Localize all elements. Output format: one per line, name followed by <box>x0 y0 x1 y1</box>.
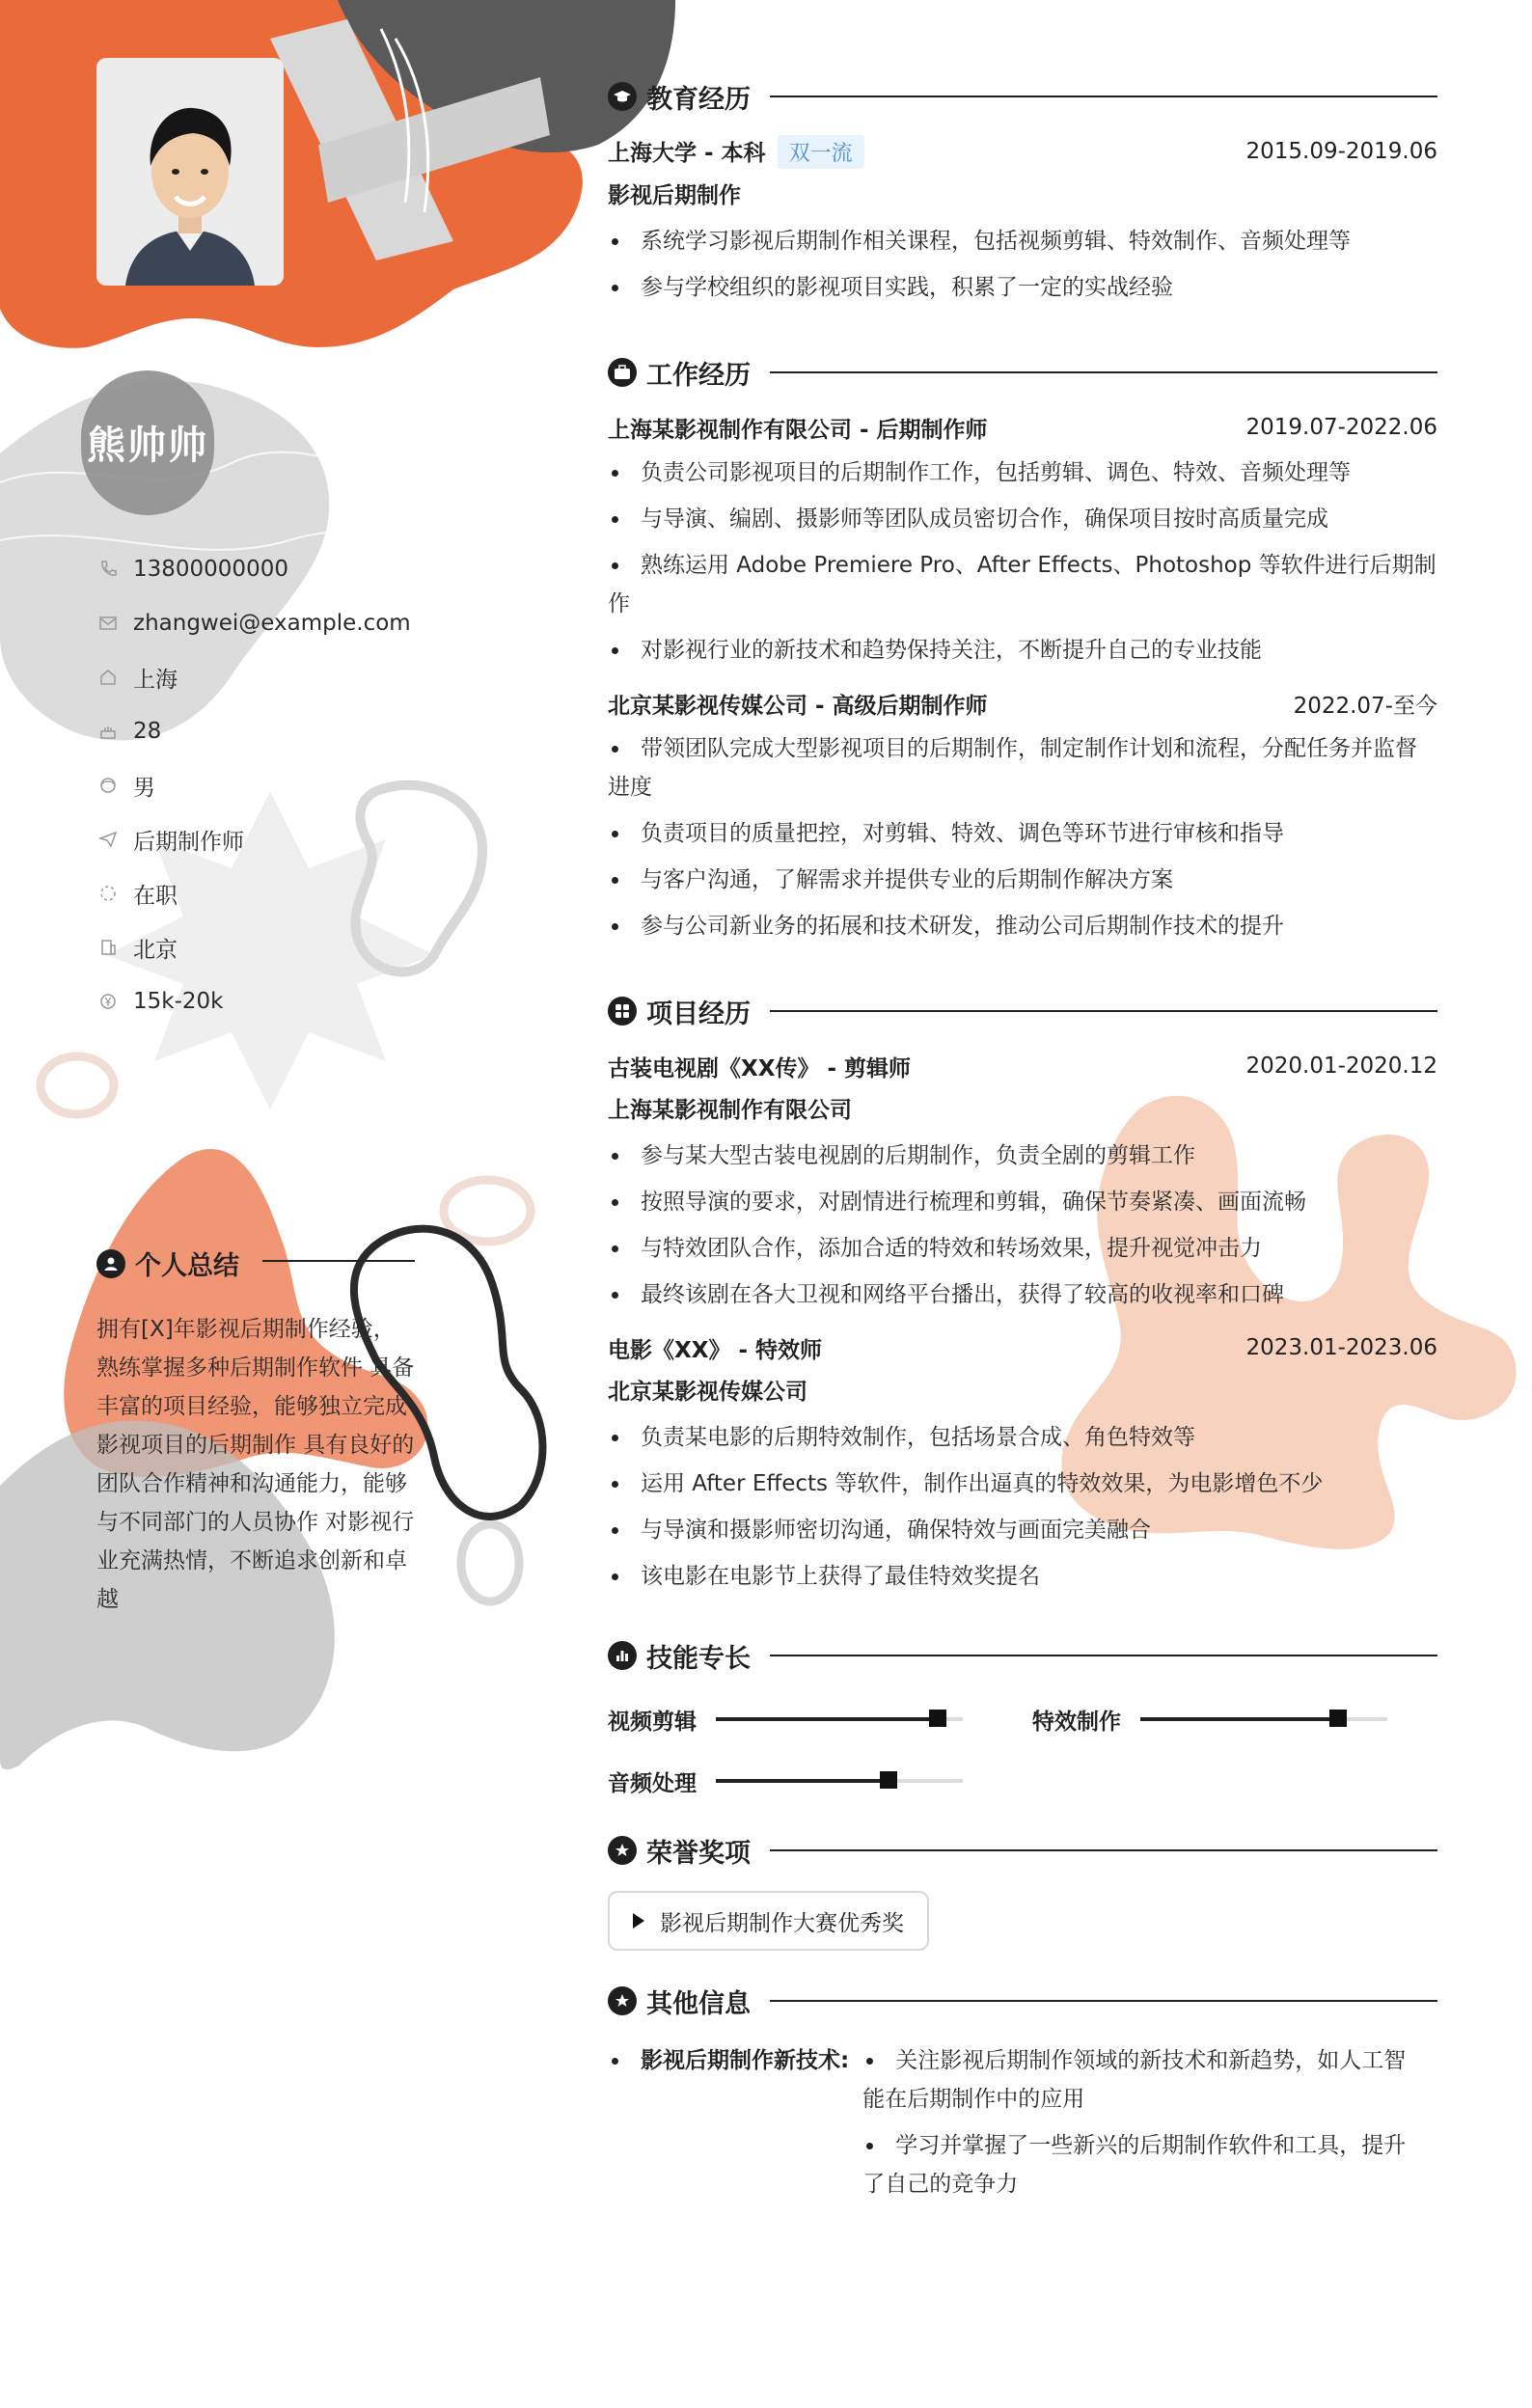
award-item <box>608 1891 929 1951</box>
face-icon <box>96 774 120 797</box>
list-item: 该电影在电影节上获得了最佳特效奖提名 <box>608 1557 1437 1596</box>
work-entry-1 <box>608 409 1437 670</box>
position-text: 后期制作师 <box>133 829 244 855</box>
project-entry-2 <box>608 1329 1437 1596</box>
info-position <box>96 812 463 866</box>
city-text: 上海 <box>133 667 178 693</box>
skill-name: 特效制作 <box>1032 1709 1121 1735</box>
project-title: 电影《XX》 - 特效师 <box>608 1337 823 1363</box>
skills-grid <box>608 1698 1437 1802</box>
other-key: 影视后期制作新技术: <box>608 2041 849 2211</box>
skill-track <box>716 1779 963 1783</box>
awards-header <box>608 1829 1437 1872</box>
briefcase-icon <box>608 358 637 387</box>
summary-header <box>96 1245 239 1282</box>
gray-ring-3 <box>444 1180 531 1242</box>
work-job-title: 上海某影视制作有限公司 - 后期制作师 <box>608 417 988 443</box>
email-text: zhangwei@example.com <box>133 611 411 636</box>
work-title: 工作经历 <box>646 360 751 391</box>
education-school: 上海大学 - 本科 <box>608 140 766 166</box>
info-gender <box>96 758 463 812</box>
skill-item <box>608 1698 1032 1740</box>
info-phone <box>96 542 463 596</box>
list-item: 学习并掌握了一些新兴的后期制作软件和工具，提升了自己的竞争力 <box>862 2126 1422 2203</box>
skill-item <box>1032 1698 1437 1740</box>
projects-rule <box>770 1010 1437 1012</box>
project-company: 上海某影视制作有限公司 <box>608 1098 852 1123</box>
salary-text: 15k-20k <box>133 989 224 1014</box>
work-head-2 <box>608 685 1437 722</box>
education-date: 2015.09-2019.06 <box>1245 139 1437 164</box>
list-item: 带领团队完成大型影视项目的后期制作，制定制作计划和流程，分配任务并监督进度 <box>608 729 1437 807</box>
skill-fill <box>716 1779 889 1783</box>
mail-icon <box>96 612 120 635</box>
list-item: 参与学校组织的影视项目实践，积累了一定的实战经验 <box>608 268 1437 307</box>
education-head <box>608 133 1437 170</box>
gray-ring-2 <box>41 1056 114 1114</box>
project-head-2 <box>608 1329 1437 1366</box>
info-salary <box>96 974 463 1028</box>
skill-knob <box>1329 1710 1347 1727</box>
info-icon <box>608 1986 637 2015</box>
skill-fill <box>1140 1717 1338 1721</box>
work-header <box>608 351 1437 394</box>
project-title: 古装电视剧《XX传》 - 剪辑师 <box>608 1055 912 1081</box>
work-job-date: 2022.07-至今 <box>1293 693 1437 719</box>
list-item: 对影视行业的新技术和趋势保持关注，不断提升自己的专业技能 <box>608 631 1437 670</box>
work-head-1 <box>608 409 1437 446</box>
list-item: 负责某电影的后期特效制作，包括场景合成、角色特效等 <box>608 1418 1437 1457</box>
skills-rule <box>770 1655 1437 1656</box>
info-list <box>96 542 463 1028</box>
info-age <box>96 704 463 758</box>
awards-rule <box>770 1849 1437 1851</box>
skill-name: 音频处理 <box>608 1770 697 1796</box>
project-company: 北京某影视传媒公司 <box>608 1380 807 1405</box>
list-item: 与客户沟通，了解需求并提供专业的后期制作解决方案 <box>608 861 1437 899</box>
education-title: 教育经历 <box>646 84 751 115</box>
other-header <box>608 1980 1437 2022</box>
target-city-text: 北京 <box>133 937 178 963</box>
projects-title: 项目经历 <box>646 999 751 1029</box>
project-head-1 <box>608 1048 1437 1084</box>
skill-item <box>608 1760 1032 1802</box>
skill-fill <box>716 1717 938 1721</box>
loading-icon <box>96 882 120 905</box>
work-entry-2 <box>608 685 1437 945</box>
other-bullets <box>862 2041 1422 2211</box>
education-header <box>608 75 1437 118</box>
list-item: 负责公司影视项目的后期制作工作，包括剪辑、调色、特效、音频处理等 <box>608 453 1437 492</box>
project-bullets-1 <box>608 1136 1437 1314</box>
list-item: 关注影视后期制作领域的新技术和新趋势，如人工智能在后期制作中的应用 <box>862 2041 1422 2119</box>
home-icon <box>96 666 120 689</box>
list-item: 最终该剧在各大卫视和网络平台播出，获得了较高的收视率和口碑 <box>608 1275 1437 1314</box>
work-bullets-1 <box>608 453 1437 670</box>
list-item: 参与某大型古装电视剧的后期制作，负责全剧的剪辑工作 <box>608 1136 1437 1175</box>
building-icon <box>96 936 120 959</box>
gender-text: 男 <box>133 775 155 801</box>
work-job-date: 2019.07-2022.06 <box>1245 415 1437 440</box>
list-item: 运用 After Effects 等软件，制作出逼真的特效效果，为电影增色不少 <box>608 1464 1437 1503</box>
info-status <box>96 866 463 920</box>
info-email <box>96 596 463 650</box>
person-icon <box>96 1249 125 1278</box>
profile-photo <box>96 58 284 286</box>
skills-header <box>608 1634 1437 1677</box>
project-entry-1 <box>608 1048 1437 1314</box>
education-bullets <box>608 222 1437 307</box>
award-icon <box>608 1836 637 1865</box>
list-item: 参与公司新业务的拓展和技术研发，推动公司后期制作技术的提升 <box>608 907 1437 945</box>
list-item: 熟练运用 Adobe Premiere Pro、After Effects、Photoshop 等软件进行后期制作 <box>608 546 1437 623</box>
project-bullets-2 <box>608 1418 1437 1596</box>
name-badge <box>81 370 214 515</box>
education-major: 影视后期制作 <box>608 183 741 208</box>
summary-title: 个人总结 <box>135 1251 239 1281</box>
summary-text: 拥有[X]年影视后期制作经验，熟练掌握多种后期制作软件 具备丰富的项目经验，能够独立完成影视项目的后期制作 具有良好的团队合作精神和沟通能力，能够与不同部门的人员协作 对影视行业充满热情，不断追求创新和卓越 <box>96 1317 415 1612</box>
skill-name: 视频剪辑 <box>608 1709 697 1735</box>
list-item: 负责项目的质量把控，对剪辑、特效、调色等环节进行审核和指导 <box>608 814 1437 853</box>
info-target-city <box>96 920 463 974</box>
skill-track <box>716 1717 963 1721</box>
skill-knob <box>929 1710 946 1727</box>
education-tag: 双一流 <box>778 135 864 169</box>
yuan-icon <box>96 990 120 1013</box>
play-icon <box>633 1913 644 1929</box>
paper-plane-icon <box>96 828 120 851</box>
other-rule <box>770 2000 1437 2002</box>
work-bullets-2 <box>608 729 1437 945</box>
candidate-name: 熊帅帅 <box>87 424 208 468</box>
skill-knob <box>880 1771 897 1789</box>
skills-title: 技能专长 <box>646 1643 751 1674</box>
other-entry <box>608 2041 1437 2211</box>
list-item: 与特效团队合作，添加合适的特效和转场效果，提升视觉冲击力 <box>608 1229 1437 1268</box>
awards-title: 荣誉奖项 <box>646 1838 751 1869</box>
list-item: 按照导演的要求，对剧情进行梳理和剪辑，确保节奏紧凑、画面流畅 <box>608 1183 1437 1221</box>
bar-chart-icon <box>608 1641 637 1670</box>
education-rule <box>770 96 1437 97</box>
status-text: 在职 <box>133 883 178 909</box>
list-item: 系统学习影视后期制作相关课程，包括视频剪辑、特效制作、音频处理等 <box>608 222 1437 260</box>
projects-header <box>608 990 1437 1032</box>
gray-ring-4 <box>461 1524 519 1601</box>
graduation-cap-icon <box>608 82 637 111</box>
main-content <box>608 75 1437 2211</box>
skill-track <box>1140 1717 1387 1721</box>
award-text: 影视后期制作大赛优秀奖 <box>660 1910 904 1936</box>
info-city <box>96 650 463 704</box>
work-rule <box>770 371 1437 373</box>
grid-icon <box>608 997 637 1026</box>
age-text: 28 <box>133 719 162 744</box>
education-entry <box>608 133 1437 307</box>
education-school-wrap <box>608 135 864 169</box>
phone-text: 13800000000 <box>133 557 288 582</box>
work-job-title: 北京某影视传媒公司 - 高级后期制作师 <box>608 693 988 719</box>
cake-icon <box>96 720 120 743</box>
project-date: 2023.01-2023.06 <box>1245 1335 1437 1360</box>
other-title: 其他信息 <box>646 1988 751 2019</box>
phone-icon <box>96 558 120 581</box>
summary-rule <box>262 1260 415 1262</box>
list-item: 与导演和摄影师密切沟通，确保特效与画面完美融合 <box>608 1511 1437 1549</box>
project-date: 2020.01-2020.12 <box>1245 1054 1437 1079</box>
list-item: 与导演、编剧、摄影师等团队成员密切合作，确保项目按时高质量完成 <box>608 500 1437 538</box>
